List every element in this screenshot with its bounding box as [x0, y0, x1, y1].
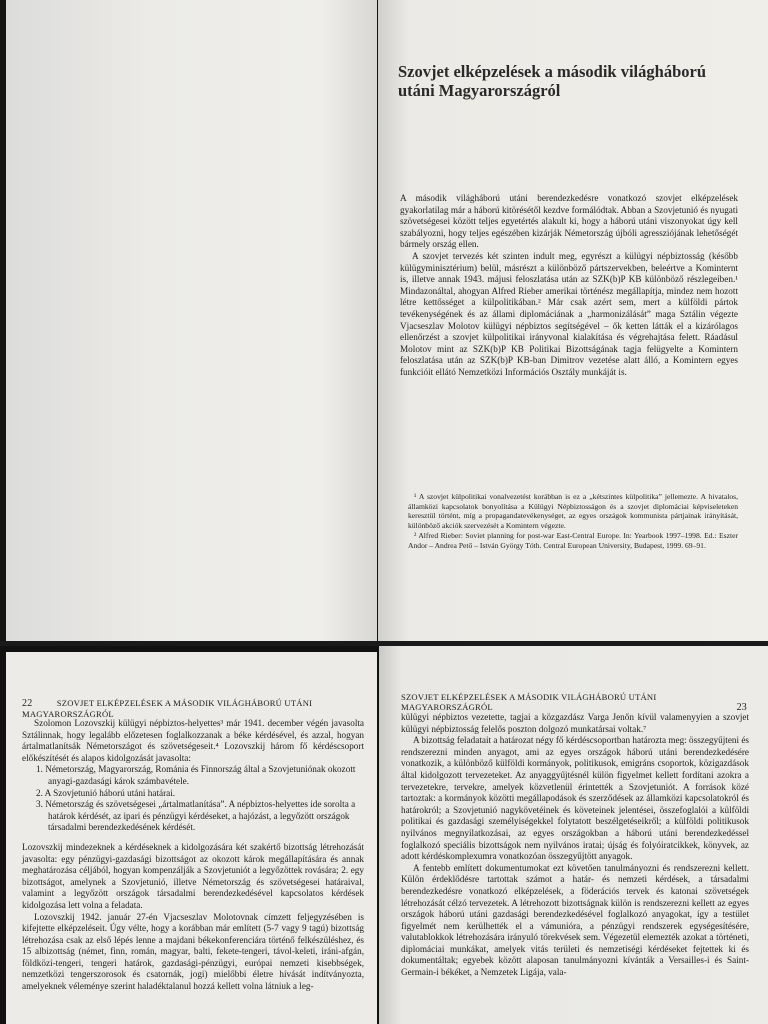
running-head-23	[401, 692, 747, 713]
list-item: 3. Németország és szövetségesei „ártalmatlanítása”. A népbiztos-helyettes ide sorolta a határok kérdését, az ipari és pénzügyi kérdéseket, a hajózást, a legyőzött országok társadalmi berendezkedésének kérdését.	[36, 799, 356, 833]
page-number-23: 23	[736, 702, 747, 713]
intro-paragraph-2: A szovjet tervezés két szinten indult meg, egyrészt a külügyi népbiztosság (később külügyminisztérium) belül, másrészt a különböző pártszervekben, beleértve a Kominternt is, illetve annak 1943. májusi feloszlatása után az SZK(b)P KB különböző részlegeiben.¹ Mindazonáltal, ahogyan Alfred Rieber amerikai történész megállapítja, mindez nem hozott létre kettősséget a külpolitikában.² Már csak azért sem, mert a külföldi pártok tevékenységének és az állami diplomáciának a „harmonizálását” maga Sztálin végezte Vjacseszlav Molotov külügyi népbiztos segítségével – ők ketten látták el a kizárólagos ellenőrzést a szovjet külpolitikai irányvonal kialakítása és végrehajtása felett. Ráadásul Molotov mint az SZK(b)P KB Politikai Bizottságának tagja felügyelte a Komintern feloszlatása után az SZK(b)P KB-ban Dimitrov vezetése alatt álló, a Komintern egyes funkcióit ellátó Nemzetközi Információs Osztály munkáját is.	[400, 250, 738, 377]
p22-paragraph-2: Lozovszkij mindezeknek a kérdéseknek a kidolgozására két szakértő bizottság létrehozását javasolta: egy pénzügyi-gazdasági bizottságot az okozott károk megállapítására és annak meghatározása céljából, hogyan kompenzálják a Szovjetuniót a legyőzöttek rovására; 2. egy bizottságot, amelynek a Szovjetunió, illetve Németország és szövetségesei határaival, valamint a legyőzött országok társadalmi berendezkedésével kapcsolatos kérdések kidolgozása lett volna a feladata.	[22, 841, 364, 910]
page-number-22: 22	[22, 698, 33, 709]
chapter-title	[398, 62, 738, 100]
running-head-text-22: SZOVJET ELKÉPZELÉSEK A MÁSODIK VILÁGHÁBORÚ UTÁNI MAGYARORSZÁGRÓL	[22, 698, 313, 719]
p23-paragraph-2: A bizottság feladatait a határozat négy fő kérdéscsoportban határozta meg: összegyűjteni és rendszerezni minden anyagot, ami az egyes országok háború utáni berendezkedésére vonatkozik, a különböző külföldi kormányok, politikusok, emigráns csoportok, közigazdások által kidolgozott tervezeteket. Az anyaggyűjtésnél külön figyelmet kellett fordítani azokra a tervezetekre, tervekre, amelyek közvetlenül érintették a Szovjetuniót. A források közé tartoztak: a kormányok közötti megállapodások és szerződések az államközi kapcsolatokról és határokról; a Szovjetunió nagykövetéinek és követeinek jelentései, összefoglalói a külföldi politikai és gazdasági személyiségekkel folytatott beszélgetéseikről; a külföldi politikusok nyilvános megnyilatkozásai, az egyes országokban a háború utáni berendezkedéssel foglalkozó speciális bizottságok nem nyilvános iratai; újság és folyóiratcikkek, könyvek, az adott kérdéskomplexumra vonatkozóan összegyűjtött anyagok.	[401, 735, 749, 862]
p22-paragraph-3: Lozovszkij 1942. január 27-én Vjacseszlav Molotovnak címzett feljegyzésében is kifejtette elképzeléseit. Úgy vélte, hogy a korábban már említett (5-7 vagy 9 tagú) bizottság létrehozása csak az első lépés lenne a majdani békekonferenciára történő felkészüléshez, és 15 albizottság (német, finn, román, magyar, balti, fekete-tengeri, távol-keleti, iráni-afgán, földközi-tengeri, tengeri határok, gazdasági-pénzügyi, európai nemzeti kisebbségek, nemzetközi tengerszorosok és csatornák, jogi) mielőbbi életre hívását indítványozta, amelyeknek véleménye szerint haladéktalanul hozzá kellett volna látniuk a leg-	[22, 911, 364, 992]
running-head-22	[22, 698, 364, 719]
p22-paragraph-1: Szolomon Lozovszkij külügyi népbiztos-helyettes³ már 1941. december végén javasolta Sztálinnak, hogy legalább előzetesen foglalkozzanak a béke kérdésével, és azzal, hogyan ártalmatlanítsák Németországot és szövetségeseit.⁴ Lozovszkij három fő kérdéscsoport előkészítését és alapos kidolgozását javasolta:	[22, 718, 364, 763]
footnote-2: ² Alfred Rieber: Soviet planning for post-war East-Central Europe. In: Yearbook 1997–1998. Ed.: Eszter Andor – Andrea Pető – István György Tóth. Central European University, Budapest, 1999. 69–91.	[408, 531, 738, 550]
p22-question-list	[22, 764, 364, 834]
blank-left-page	[6, 0, 377, 641]
p23-paragraph-3: A fentebb említett dokumentumokat ezt követően tanulmányozni és rendszerezni kellett. Külön érdeklődésre tartottak számot a határ- és nemzeti kérdések, a társadalmi berendezkedésre vonatkozó elképzelések, a föderációs tervek és katonai szövetségek létrehozását célzó tervezetek. A létrehozott bizottságnak külön is rendszerezni kellett az egyes országok háború utáni gazdasági berendezkedésével foglalkozó anyagokat, így a testület figyelmét nem kerülhették el a vámunióra, a pénzügyi rendszerek egységesítésére, valutablokkok létrehozására irányuló törekvések sem. Végezetül elemezték azokat a történeti, diplomáciai munkákat, amelyek vitás területi és nemzetiségi kérdéseket fejtettek ki és dokumentáltak; egyebek között alaposan tanulmányozni kívánták a Versailles-i és Saint-Germain-i békéket, a Nemzetek Ligája, vala-	[401, 862, 749, 978]
p23-paragraph-1: külügyi népbiztos vezetette, tagjai a közgazdász Varga Jenőn kívül valamenyyien a szovjet külügyi népbiztosság felelős poszton dolgozó munkatársai voltak.⁷	[401, 712, 749, 734]
page-22	[6, 652, 377, 1024]
footnote-1: ¹ A szovjet külpolitikai vonalvezetést korábban is ez a „kétszintes külpolitika” jellemezte. A hivatalos, államközi kapcsolatok bonyolítása a Külügyi Népbiztosságon és a szovjet diplomáciai képviseleteken keresztül történt, míg a propagandatevékenységet, az egyes országok kommunista pártjainak irányítását, különböző akciók szervezését a Komintern végezte.	[408, 492, 738, 530]
intro-paragraph-1: A második világháború utáni berendezkedésre vonatkozó szovjet elképzelések gyakorlatilag már a háború kitörésétől kezdve formálódtak. Abban a Szovjetunió és nyugati szövetségesei között teljes egyetértés alakult ki, hogy a háború utáni viszonyokat úgy kell szabályozni, hogy teljes egészében kizárják Németország újbóli agressziójának lehetőségét bármely ország ellen.	[400, 193, 738, 250]
chapter-title-line-1: Szovjet elképzelések a második világháború	[398, 62, 706, 81]
intro-text	[400, 193, 738, 379]
page-23	[379, 646, 768, 1024]
list-item: 2. A Szovjetunió háború utáni határai.	[36, 787, 176, 798]
page-22-text	[22, 718, 364, 993]
running-head-text-23: SZOVJET ELKÉPZELÉSEK A MÁSODIK VILÁGHÁBORÚ UTÁNI MAGYARORSZÁGRÓL	[401, 692, 657, 712]
chapter-opening-page	[378, 0, 768, 641]
footnotes	[408, 492, 738, 552]
page-23-text	[401, 712, 749, 979]
list-item: 1. Németország, Magyarország, Románia és Finnország által a Szovjetuniónak okozott anyagi-gazdasági károk számbavétele.	[36, 764, 356, 786]
chapter-title-line-2: utáni Magyarországról	[398, 81, 561, 100]
bottom-book-spread	[0, 646, 768, 1024]
